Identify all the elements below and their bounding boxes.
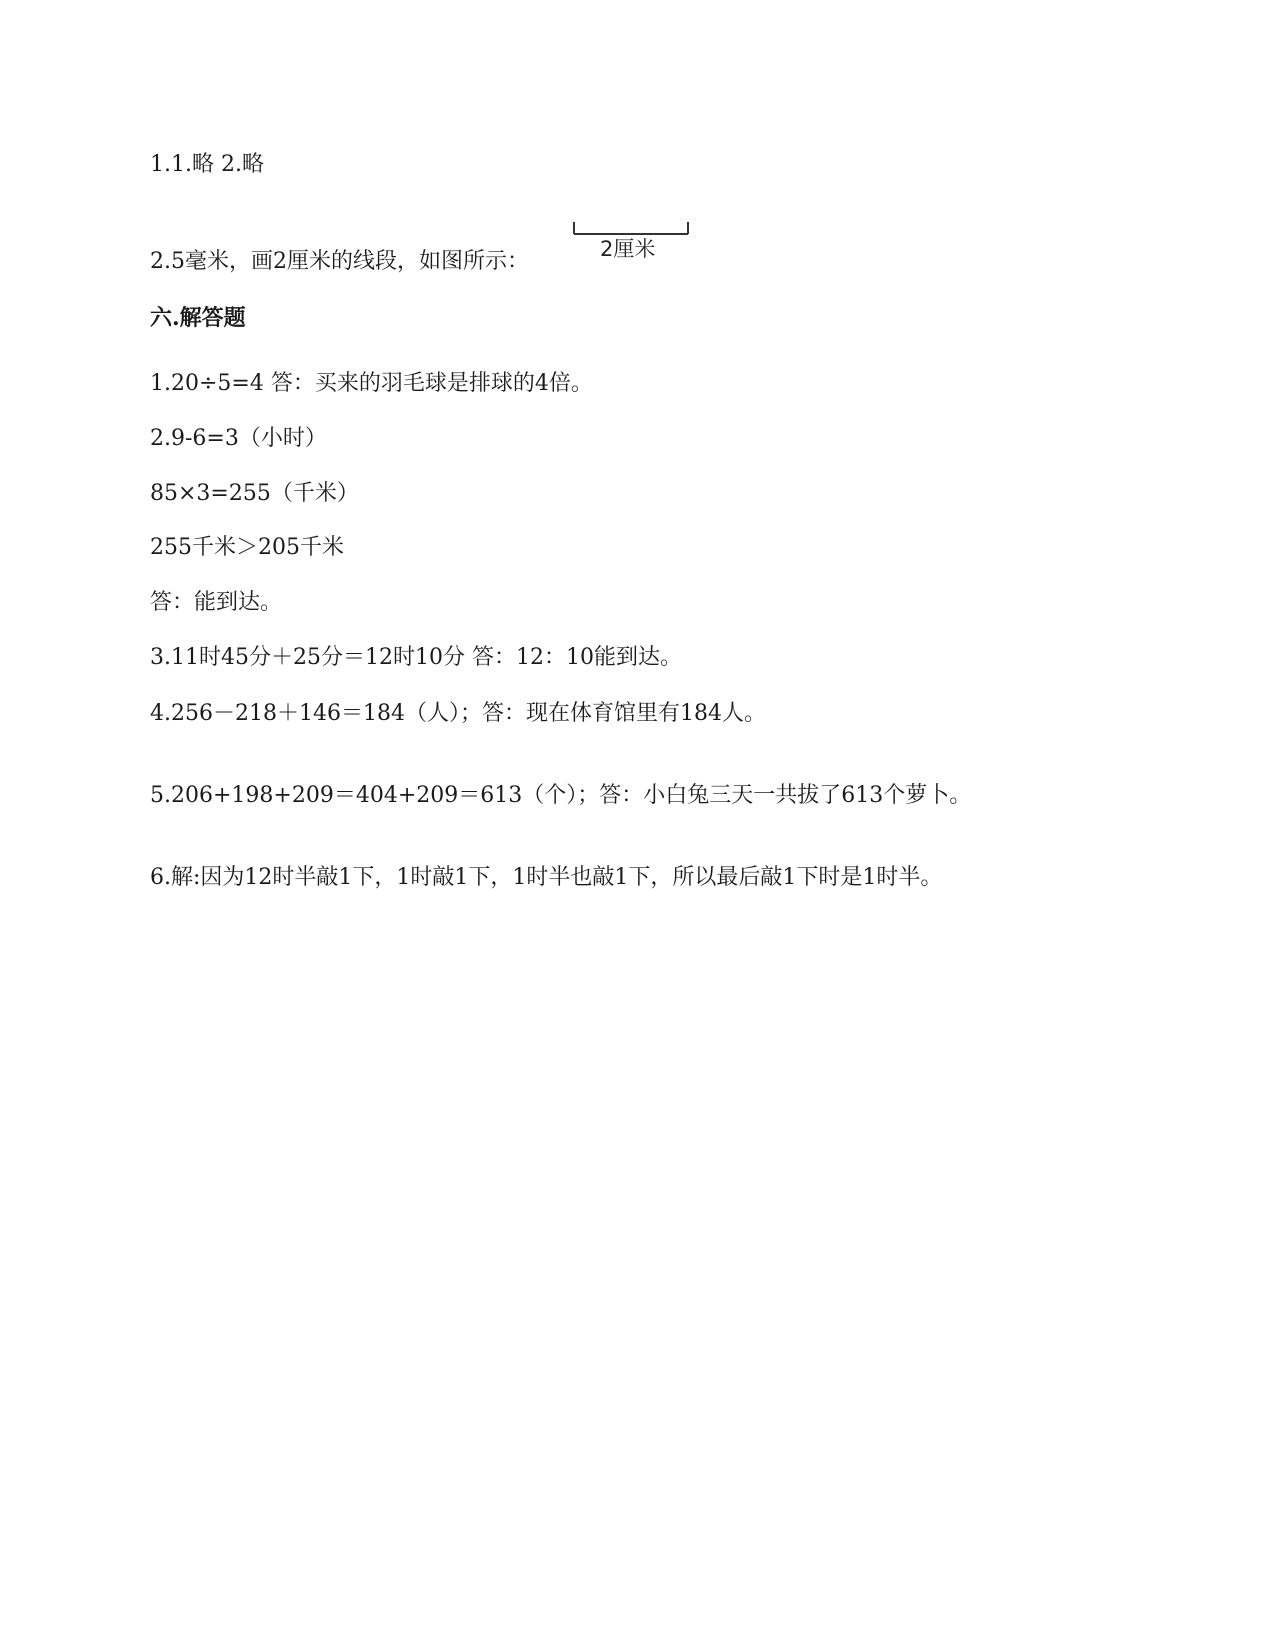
- solution-line: 6.解:因为12时半敲1下，1时敲1下，1时半也敲1下，所以最后敲1下时是1时半。: [150, 865, 943, 890]
- solution-line: 85×3=255（千米）: [150, 481, 359, 506]
- solution-line: 4.256－218＋146＝184（人）；答：现在体育馆里有184人。: [150, 701, 766, 726]
- solution-line: 3.11时45分＋25分＝12时10分 答：12：10能到达。: [150, 645, 682, 670]
- answer-line-1: 1.1.略 2.略: [150, 152, 264, 177]
- solution-line: 255千米＞205千米: [150, 535, 344, 560]
- segment-label: 2厘米: [600, 237, 656, 261]
- segment-bracket-icon: [572, 222, 696, 236]
- solution-line: 2.9-6=3（小时）: [150, 426, 327, 451]
- line-segment-figure: [572, 222, 696, 272]
- solution-line: 1.20÷5=4 答：买来的羽毛球是排球的4倍。: [150, 371, 593, 396]
- answer-line-2: 2.5毫米，画2厘米的线段，如图所示：: [150, 249, 529, 274]
- solution-line: 5.206+198+209＝404+209＝613（个）；答：小白兔三天一共拔了613个萝卜。: [150, 783, 972, 808]
- solution-line: 答：能到达。: [150, 590, 283, 615]
- section-title: 六.解答题: [150, 305, 246, 331]
